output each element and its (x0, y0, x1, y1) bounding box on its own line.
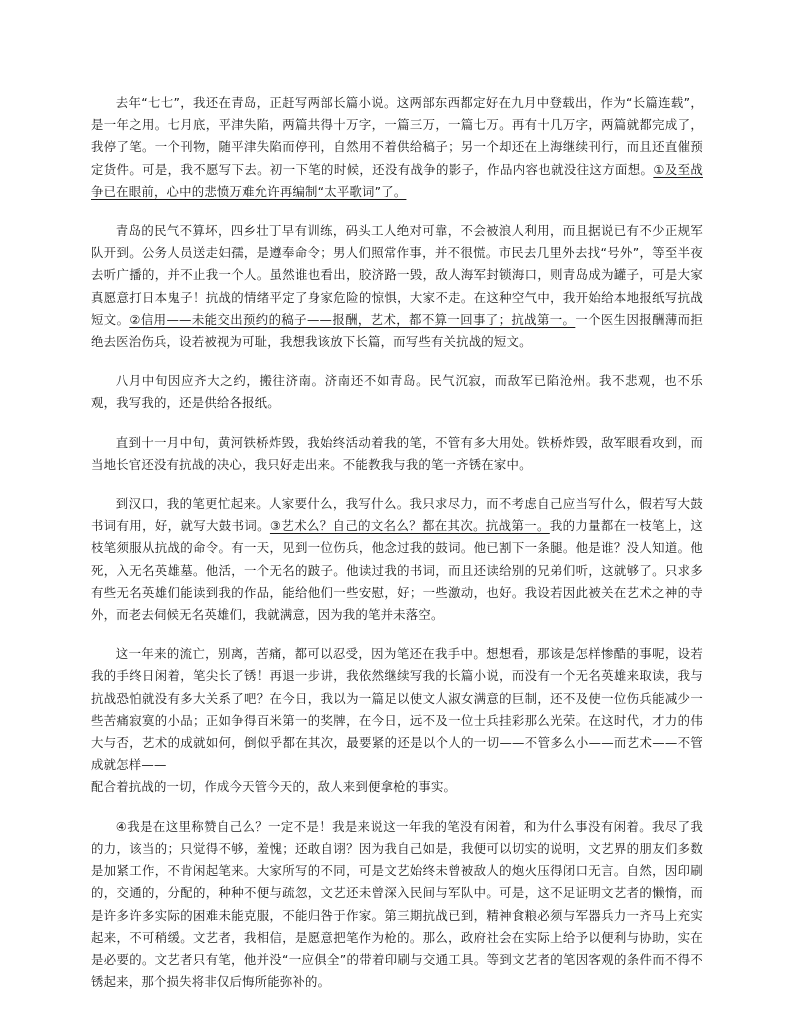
paragraph-5-text-tail: 我的力量都在一枝笔上，这枝笔须服从抗战的命令。有一天，见到一位伤兵，他念过我的鼓词。他已割下一条腿。他是谁？没人知道。他死，入无名英雄墓。他活，一个无名的跛子。他读过我的书词，而且还读给别的兄弟们听，这就够了。只求多有些无名英雄们能读到我的作品，能给他们一些安慰，好；一些激动，也好。我设若因此被关在艺术之神的寺外，而老去伺候无名英雄们，我就满意，因为我的笔并未落空。 (91, 518, 703, 623)
paragraph-6-text: 这一年来的流亡，别离，苦痛，都可以忍受，因为笔还在我手中。想想看，那该是怎样惨酷的事呢，设若我的手终日闲着，笔尖长了锈！再退一步讲，我依然继续写我的长篇小说，而没有一个无名英雄来取读，我与抗战恐怕就没有多大关系了吧？在今日，我以为一篇足以使文人淑女满意的巨制，还不及使一位伤兵能减少一些苦痛寂寞的小品；正如争得百米第一的奖牌，在今日，远不及一位士兵挂彩那么光荣。在这时代，才力的伟大与否，艺术的成就如何，倒似乎都在其次，最要紧的还是以个人的一切——不管多么小——而艺术——不管成就怎样—— (91, 646, 703, 773)
underlined-sentence-3: ③艺术么？自己的文名么？都在其次。抗战第一。 (269, 518, 550, 534)
underlined-sentence-1: ①及至战争已在眼前，心中的悲愤万难允许再编制“太平歌词”了。 (91, 161, 703, 199)
paragraph-3 (91, 370, 703, 414)
paragraph-7-text: ④我是在这里称赞自己么？一定不是！我是来说这一年我的笔没有闲着，和为什么事没有闲着。我尽了我的力，该当的；只觉得不够，羞愧；还敢自诩？因为我自己如是，我便可以切实的说明，文艺界的朋友们多数是加紧工作，不肯闲起笔来。大家所写的不同，可是文艺始终未曾被敌人的炮火压得闭口无言。自然，因印刷的，交通的，分配的，种种不便与疏忽，文艺还未曾深入民间与军队中。可是，这不足证明文艺者的懒惰，而是许多许多实际的困难未能克服，不能归咎于作家。第三期抗战已到，精神食粮必须与军器兵力一齐马上充实起来，不可稍缓。文艺者，我相信，是愿意把笔作为枪的。那么，政府社会在实际上给予以便利与协助，实在是必要的。文艺者只有笔，他并没“一应俱全”的带着印刷与交通工具。等到文艺者的笔因客观的条件而不得不锈起来，那个损失将非仅后悔所能弥补的。 (91, 818, 703, 990)
paragraph-6 (91, 643, 703, 776)
paragraph-5 (91, 493, 703, 626)
document-page (91, 92, 703, 1010)
underlined-sentence-2: ②信用——未能交出预约的稿子——报酬，艺术，都不算一回事了；抗战第一。 (129, 311, 576, 327)
paragraph-5-text: 到汉口，我的笔更忙起来。人家要什么，我写什么。我只求尽力，而不考虑自己应当写什么，假若写大鼓书词有用，好，就写大鼓书词。 (91, 496, 703, 534)
paragraph-1-text: 去年“七七”，我还在青岛，正赶写两部长篇小说。这两部东西都定好在九月中登载出，作为“长篇连载”，是一年之用。七月底，平津失陷，两篇共得十万字，一篇三万，一篇七万。再有十几万字，两篇就都完成了，我停了笔。一个刊物，随平津失陷而停刊，自然用不着供给稿子；另一个却还在上海继续刊行，而且还直催预定货件。可是，我不愿写下去。初一下笔的时候，还没有战争的影子，作品内容也就没往这方面想。 (91, 95, 703, 177)
paragraph-2-text: 青岛的民气不算坏，四乡壮丁早有训练，码头工人绝对可靠，不会被浪人利用，而且据说已有不少正规军队开到。公务人员送走妇孺，是遵奉命令；男人们照常作事，并不很慌。市民去几里外去找“号外”，等至半夜去听广播的，并不止我一个人。虽然谁也看出，胶济路一毁，敌人海军封锁海口，则青岛成为罐子，可是大家真愿意打日本鬼子！抗战的情绪平定了身家危险的惊惧，大家不走。在这种空气中，我开始给本地报纸写抗战短文。 (91, 223, 703, 327)
paragraph-7 (91, 816, 703, 994)
paragraph-6-continuation (91, 776, 703, 798)
paragraph-4-text: 直到十一月中旬，黄河铁桥炸毁，我始终活动着我的笔，不管有多大用处。铁桥炸毁，敌军眼看攻到，而当地长官还没有抗战的决心，我只好走出来。不能教我与我的笔一齐锈在家中。 (91, 434, 703, 472)
paragraph-2 (91, 220, 703, 353)
paragraph-3-text: 八月中旬因应齐大之约，搬往济南。济南还不如青岛。民气沉寂，而敌军已陷沧州。我不悲观，也不乐观，我写我的，还是供给各报纸。 (91, 373, 703, 411)
paragraph-4 (91, 432, 703, 476)
paragraph-2-text-tail: 一个医生因报酬薄而拒绝去医治伤兵，设若被视为可耻，我想我该放下长篇，而写些有关抗战的短文。 (91, 311, 704, 350)
paragraph-6-continuation-text: 配合着抗战的一切，作成今天管今天的，敌人来到便拿枪的事实。 (91, 779, 457, 795)
paragraph-1 (91, 92, 703, 203)
